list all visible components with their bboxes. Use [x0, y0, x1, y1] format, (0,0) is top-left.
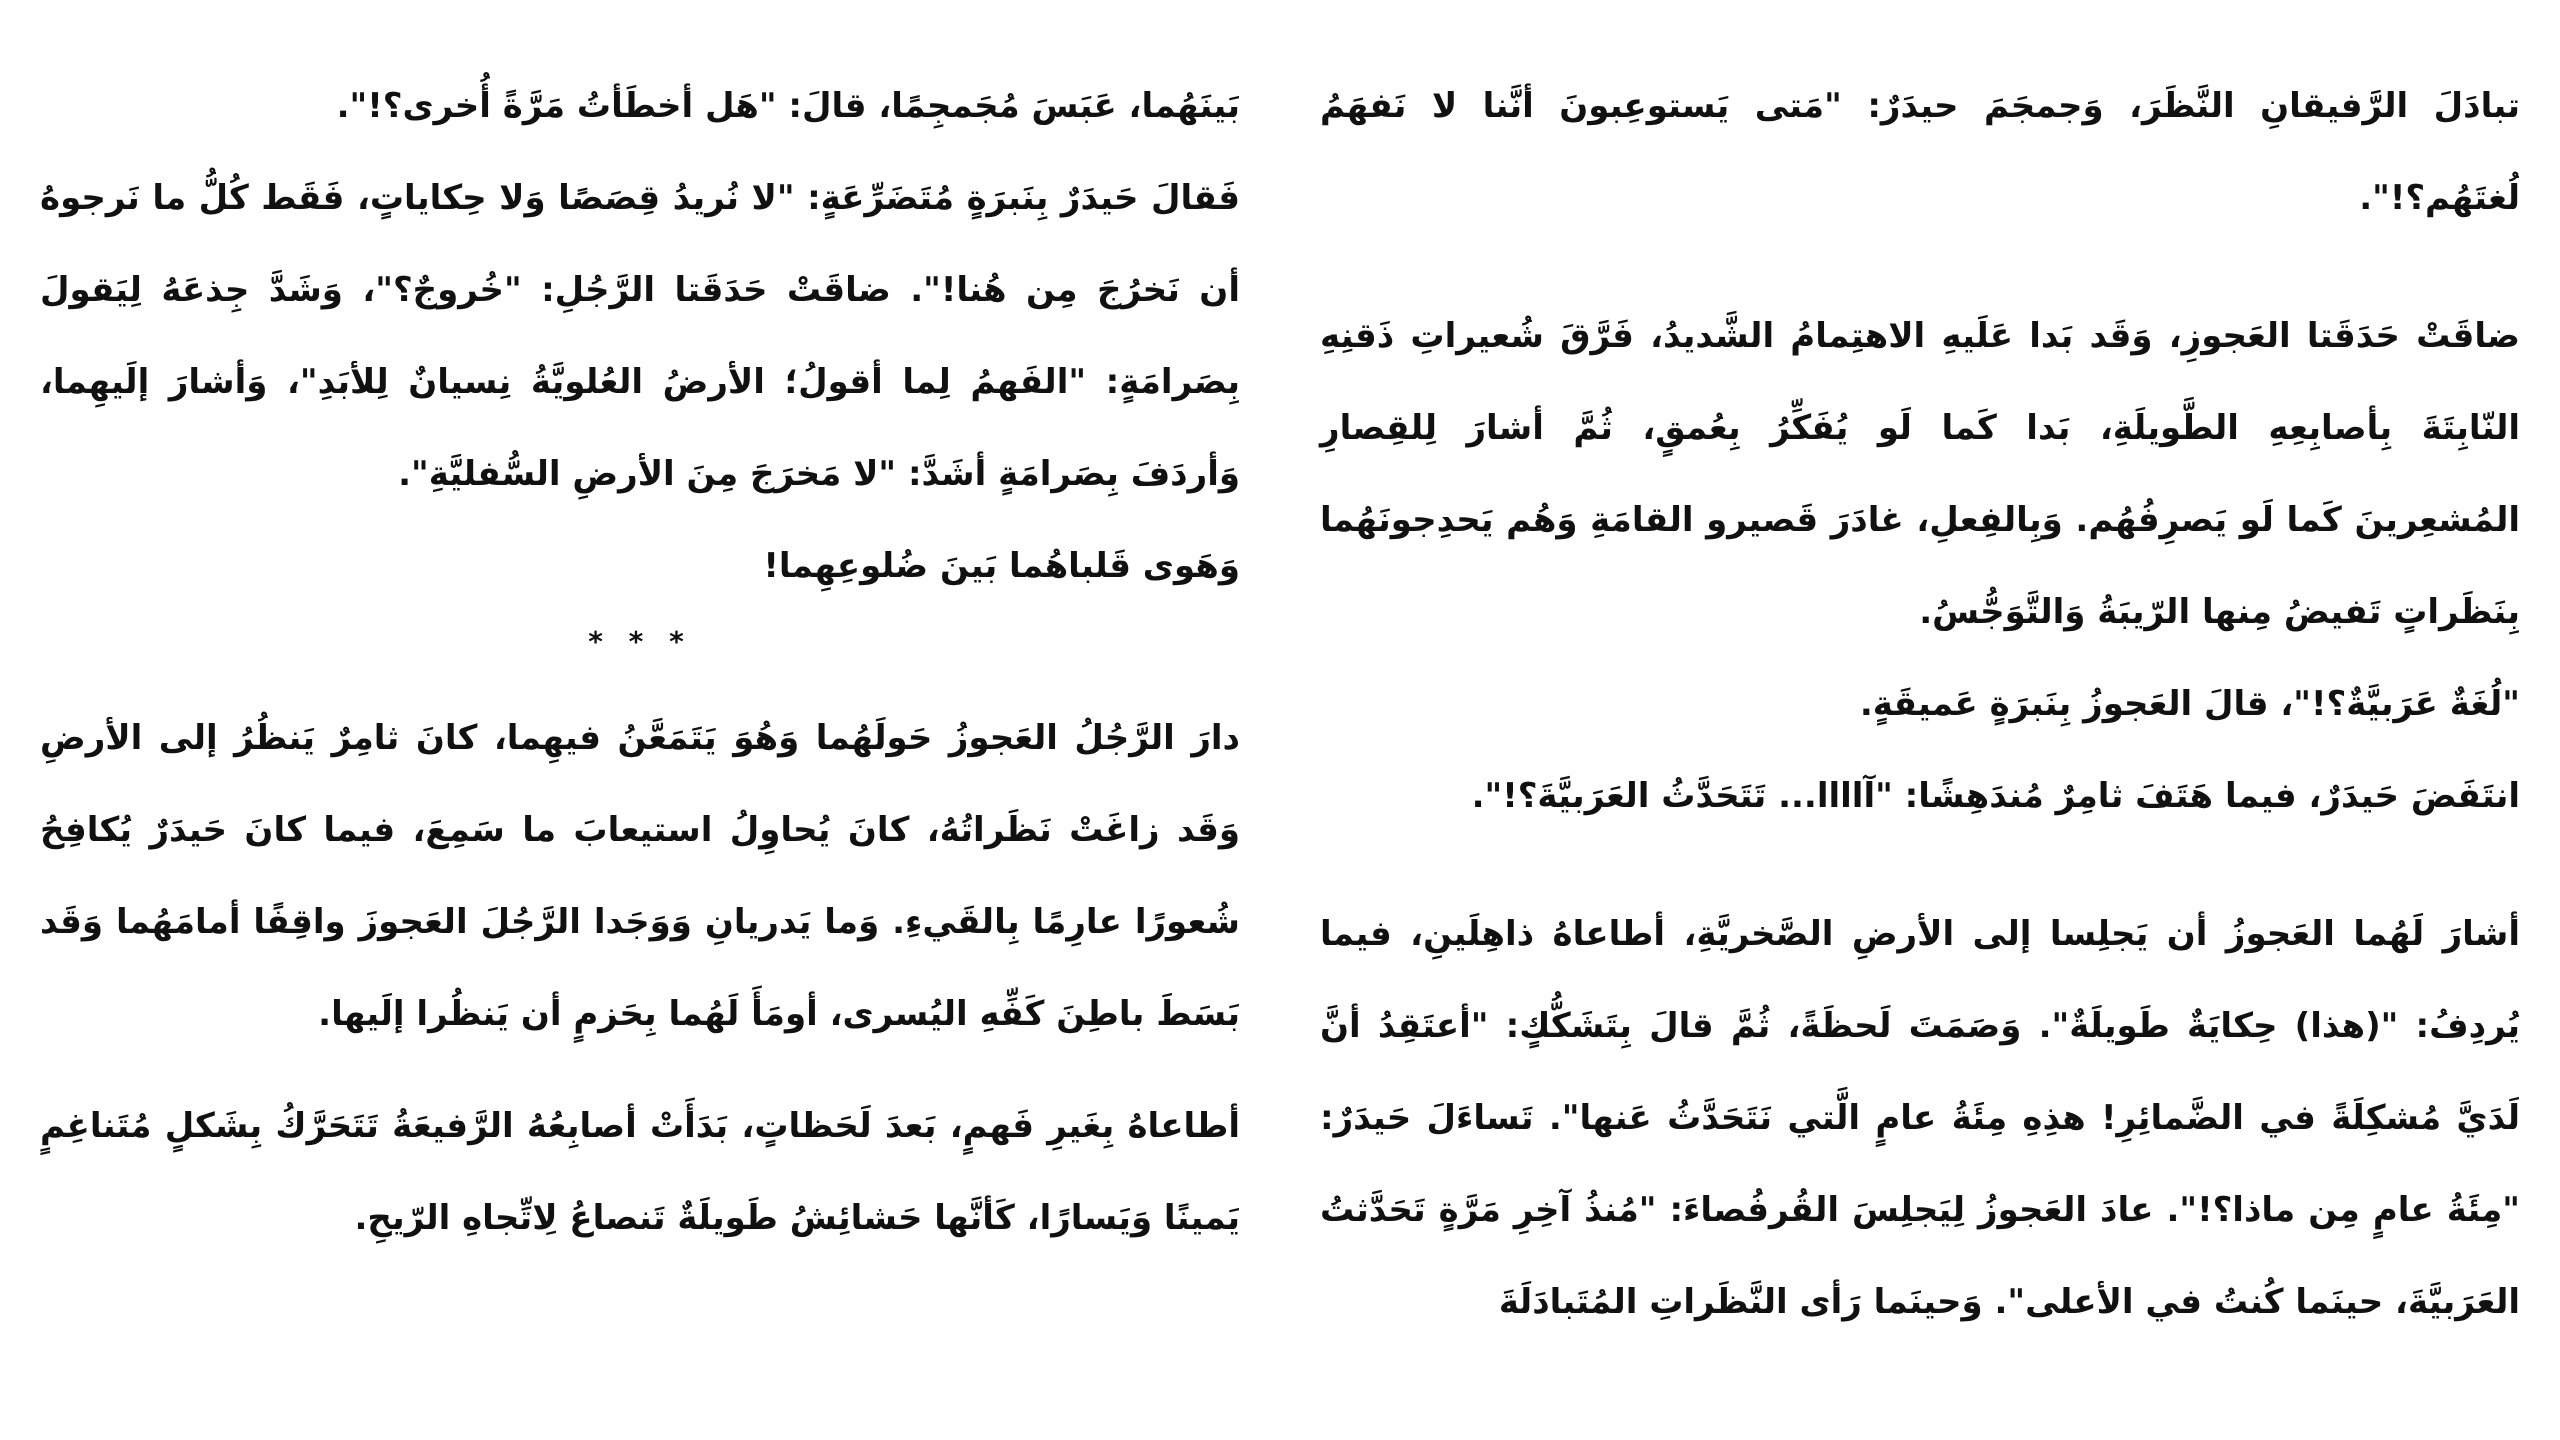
- paragraph: دارَ الرَّجُلُ العَجوزُ حَولَهُما وَهُوَ يَتَمَعَّنُ فيهِما، كانَ ثامِرٌ يَنظُرُ إلى الأرضِ وَقَد زاغَتْ نَظَراتُهُ، كانَ يُحاوِلُ استيعابَ ما سَمِعَ، فيما كانَ حَيدَرٌ يُكافِحُ شُعورًا عارِمًا بِالقَيءِ. وَما يَدريانِ وَوَجَدا الرَّجُلَ العَجوزَ واقِفًا أمامَهُما وَقَد بَسَطَ باطِنَ كَفِّهِ اليُسرى، أومَأَ لَهُما بِحَزمٍ أن يَنظُرا إلَيها.: [40, 718, 1240, 1034]
- right-page-column: [1320, 60, 2520, 1440]
- section-divider: * * *: [588, 625, 692, 658]
- paragraph-spacer: [1320, 842, 2520, 888]
- paragraph: انتَفَضَ حَيدَرٌ، فيما هَتَفَ ثامِرٌ مُندَهِشًا: "آاااا... تَتَحَدَّثُ العَرَبيَّةَ؟!".: [1471, 776, 2520, 816]
- paragraph: ضاقَتْ حَدَقَتا العَجوزِ، وَقَد بَدا عَلَيهِ الاهتِمامُ الشَّديدُ، فَرَّقَ شُعيراتِ ذَقنِهِ النّابِتَةَ بِأصابِعِهِ الطَّويلَةِ، بَدا كَما لَو يُفَكِّرُ بِعُمقٍ، ثُمَّ أشارَ لِلقِصارِ المُشعِرينَ كَما لَو يَصرِفُهُم. وَبِالفِعلِ، غادَرَ قَصيرو القامَةِ وَهُم يَحدِجونَهُما بِنَظَراتٍ تَفيضُ مِنها الرّيبَةُ وَالتَّوَجُّسُ.: [1320, 316, 2520, 632]
- paragraph-spacer: [40, 672, 1240, 692]
- paragraph: أطاعاهُ بِغَيرِ فَهمٍ، بَعدَ لَحَظاتٍ، بَدَأَتْ أصابِعُهُ الرَّفيعَةُ تَتَحَرَّكُ بِشَكلٍ مُتَناغِمٍ يَمينًا وَيَسارًا، كَأنَّها حَشائِشُ طَويلَةٌ تَنصاعُ لِاتِّجاهِ الرّيحِ.: [40, 1106, 1240, 1238]
- paragraph: وَهَوى قَلباهُما بَينَ ضُلوعِهِما!: [763, 546, 1240, 586]
- paragraph-spacer: [40, 1060, 1240, 1080]
- paragraph: فَقالَ حَيدَرٌ بِنَبرَةٍ مُتَضَرِّعَةٍ: "لا نُريدُ قِصَصًا وَلا حِكاياتٍ، فَقَط كُلُّ ما نَرجوهُ أن نَخرُجَ مِن هُنا!". ضاقَتْ حَدَقَتا الرَّجُلِ: "خُروجٌ؟"، وَشَدَّ جِذعَهُ لِيَقولَ بِصَرامَةٍ: "الفَهمُ لِما أقولُ؛ الأرضُ العُلويَّةُ نِسيانٌ لِلأبَدِ"، وَأشارَ إلَيهِما، وَأردَفَ بِصَرامَةٍ أشَدَّ: "لا مَخرَجَ مِنَ الأرضِ السُّفليَّةِ".: [40, 178, 1240, 494]
- paragraph: بَينَهُما، عَبَسَ مُجَمجِمًا، قالَ: "هَل أخطَأتُ مَرَّةً أُخرى؟!".: [336, 86, 1240, 126]
- left-page-column: [40, 60, 1240, 1440]
- paragraph: "لُغَةٌ عَرَبيَّةٌ؟!"، قالَ العَجوزُ بِنَبرَةٍ عَميقَةٍ.: [1859, 684, 2520, 724]
- paragraph-spacer: [1320, 244, 2520, 290]
- paragraph: تبادَلَ الرَّفيقانِ النَّظَرَ، وَجمجَمَ حيدَرٌ: "مَتى يَستوعِبونَ أنَّنا لا نَفهَمُ لُغتَهُم؟!".: [1320, 86, 2520, 218]
- paragraph: أشارَ لَهُما العَجوزُ أن يَجلِسا إلى الأرضِ الصَّخريَّةِ، أطاعاهُ ذاهِلَينِ، فيما يُردِفُ: "(هذا) حِكايَةٌ طَويلَةٌ". وَصَمَتَ لَحظَةً، ثُمَّ قالَ بِتَشَكُّكٍ: "أعتَقِدُ أنَّ لَدَيَّ مُشكِلَةً في الضَّمائِرِ! هذِهِ مِئَةُ عامٍ الَّتي نَتَحَدَّثُ عَنها". تَساءَلَ حَيدَرٌ: "مِئَةُ عامٍ مِن ماذا؟!". عادَ العَجوزُ لِيَجلِسَ القُرفُصاءَ: "مُنذُ آخِرِ مَرَّةٍ تَحَدَّثتُ العَرَبيَّةَ، حينَما كُنتُ في الأعلى". وَحينَما رَأى النَّظَراتِ المُتَبادَلَةَ: [1320, 914, 2520, 1322]
